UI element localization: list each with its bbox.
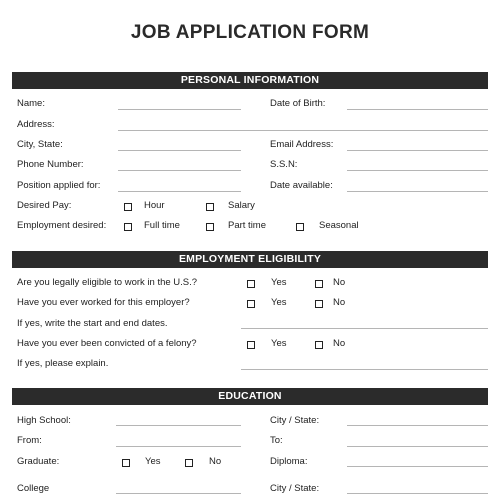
ssn-label: S.S.N:	[270, 159, 298, 170]
start-end-dates-field[interactable]	[241, 328, 488, 329]
worked-for-employer-no-label: No	[333, 297, 346, 308]
email-address-field[interactable]	[347, 150, 488, 151]
part-time-label: Part time	[228, 220, 267, 231]
college-city-state-label: City / State:	[270, 483, 320, 494]
salary-checkbox[interactable]	[206, 203, 214, 211]
hour-label: Hour	[144, 200, 165, 211]
college-label: College	[17, 483, 50, 494]
graduate-yes-checkbox[interactable]	[122, 459, 130, 467]
graduate-no-checkbox[interactable]	[185, 459, 193, 467]
worked-for-employer-yes-checkbox[interactable]	[247, 300, 255, 308]
employment-desired-label: Employment desired:	[17, 220, 107, 231]
diploma-field[interactable]	[347, 466, 488, 467]
position-applied-for-field[interactable]	[118, 191, 241, 192]
email-address-label: Email Address:	[270, 139, 334, 150]
section-header-personal-information: PERSONAL INFORMATION	[12, 72, 488, 89]
city-state-field[interactable]	[118, 150, 241, 151]
hour-checkbox[interactable]	[124, 203, 132, 211]
ssn-field[interactable]	[347, 170, 488, 171]
high-school-city-state-label: City / State:	[270, 415, 320, 426]
legally-eligible-yes-label: Yes	[271, 277, 287, 288]
high-school-city-state-field[interactable]	[347, 425, 488, 426]
high-school-field[interactable]	[116, 425, 241, 426]
college-city-state-field[interactable]	[347, 493, 488, 494]
felony-explain-field[interactable]	[241, 369, 488, 370]
section-header-education: EDUCATION	[12, 388, 488, 405]
worked-for-employer-no-checkbox[interactable]	[315, 300, 323, 308]
legally-eligible-yes-checkbox[interactable]	[247, 280, 255, 288]
address-label: Address:	[17, 119, 55, 130]
from-field[interactable]	[116, 446, 241, 447]
high-school-label: High School:	[17, 415, 71, 426]
legally-eligible-question: Are you legally eligible to work in the U.S.?	[17, 277, 198, 288]
form-title: JOB APPLICATION FORM	[130, 22, 370, 43]
start-end-dates-note: If yes, write the start and end dates.	[17, 318, 168, 329]
full-time-label: Full time	[144, 220, 180, 231]
felony-question: Have you ever been convicted of a felony?	[17, 338, 197, 349]
desired-pay-label: Desired Pay:	[17, 200, 72, 211]
seasonal-label: Seasonal	[319, 220, 359, 231]
felony-no-label: No	[333, 338, 346, 349]
graduate-yes-label: Yes	[145, 456, 161, 467]
college-field[interactable]	[116, 493, 241, 494]
city-state-label: City, State:	[17, 139, 63, 150]
name-field[interactable]	[118, 109, 241, 110]
part-time-checkbox[interactable]	[206, 223, 214, 231]
salary-label: Salary	[228, 200, 255, 211]
diploma-label: Diploma:	[270, 456, 308, 467]
from-label: From:	[17, 435, 42, 446]
felony-explain-note: If yes, please explain.	[17, 358, 109, 369]
legally-eligible-no-label: No	[333, 277, 346, 288]
date-available-label: Date available:	[270, 180, 333, 191]
section-header-employment-eligibility: EMPLOYMENT ELIGIBILITY	[12, 251, 488, 268]
to-field[interactable]	[347, 446, 488, 447]
to-label: To:	[270, 435, 283, 446]
felony-no-checkbox[interactable]	[315, 341, 323, 349]
full-time-checkbox[interactable]	[124, 223, 132, 231]
graduate-no-label: No	[209, 456, 222, 467]
phone-number-field[interactable]	[118, 170, 241, 171]
position-applied-for-label: Position applied for:	[17, 180, 101, 191]
graduate-label: Graduate:	[17, 456, 60, 467]
date-of-birth-field[interactable]	[347, 109, 488, 110]
worked-for-employer-question: Have you ever worked for this employer?	[17, 297, 190, 308]
address-field[interactable]	[118, 130, 488, 131]
name-label: Name:	[17, 98, 45, 109]
seasonal-checkbox[interactable]	[296, 223, 304, 231]
legally-eligible-no-checkbox[interactable]	[315, 280, 323, 288]
date-available-field[interactable]	[347, 191, 488, 192]
worked-for-employer-yes-label: Yes	[271, 297, 287, 308]
phone-number-label: Phone Number:	[17, 159, 84, 170]
felony-yes-checkbox[interactable]	[247, 341, 255, 349]
date-of-birth-label: Date of Birth:	[270, 98, 326, 109]
felony-yes-label: Yes	[271, 338, 287, 349]
